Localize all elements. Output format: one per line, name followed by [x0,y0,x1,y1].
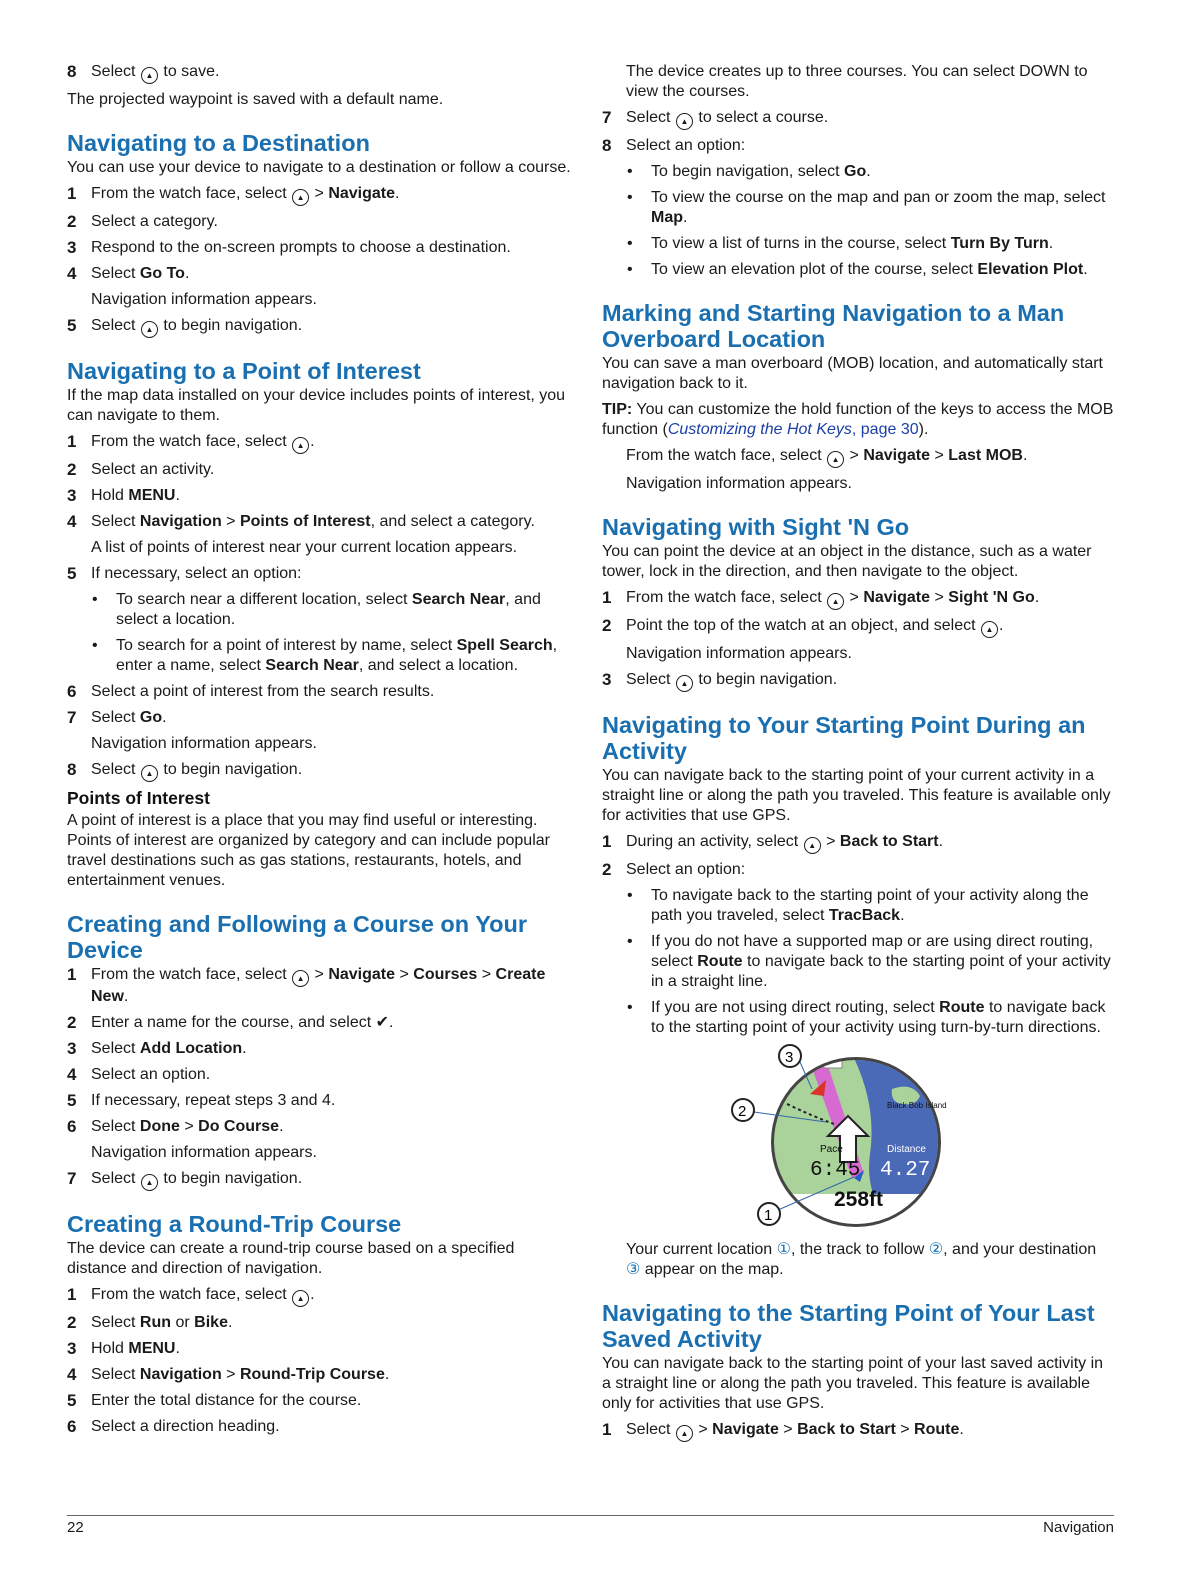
step: 1 From the watch face, select ▲ > Navigate > Courses > Create New. [67,965,546,1005]
step: 1 From the watch face, select ▲ > Navigate. [67,184,577,206]
svg-text:2: 2 [738,1103,747,1120]
note: Navigation information appears. [626,475,852,492]
up-key-icon: ▲ [292,1290,309,1307]
step: 8 Select an option: [602,136,746,155]
bullet: • To view an elevation plot of the course, select Elevation Plot. [627,261,1088,278]
step: 7 Select ▲ to select a course. [602,108,1114,130]
checkmark-icon: ✔ [375,1014,390,1031]
heading-sight-n-go: Navigating with Sight 'N Go [602,514,910,540]
step: 3 Select ▲ to begin navigation. [602,670,1114,692]
step: 1 Select ▲ > Navigate > Back to Start > Route. [602,1420,1114,1442]
paragraph: You can point the device at an object in the distance, such as a water tower, lock in the direction, and then navigate to the object. [602,543,1092,580]
svg-text:4.27: 4.27 [880,1159,931,1182]
section-name: Navigation [1043,1519,1114,1536]
step: 3 Hold MENU. [67,1339,180,1358]
svg-text:6:45: 6:45 [810,1159,861,1182]
up-key-icon: ▲ [804,837,821,854]
paragraph: You can navigate back to the starting point of your current activity in a straight line or along the path you traveled. This feature is available only for activities that use GPS. [602,767,1111,824]
hot-keys-link[interactable]: Customizing the Hot Keys, page 30 [667,421,919,438]
paragraph: The device can create a round-trip course based on a specified distance and direction of navigation. [67,1240,515,1277]
step: 1 From the watch face, select ▲ > Navigate > Sight 'N Go. [602,588,1114,610]
page-number: 22 [67,1519,84,1536]
heading-course: Creating and Following a Course on Your Device [67,911,528,963]
watch-map-figure [602,1044,1114,1234]
step: 4 Select an option. [67,1065,211,1084]
step: 5 Select ▲ to begin navigation. [67,316,577,338]
step: 7 Select Go. [67,708,167,727]
up-key-icon: ▲ [676,1425,693,1442]
step: 3 Select Add Location. [67,1039,247,1058]
step: 5 If necessary, select an option: [67,564,302,583]
svg-text:Pace: Pace [820,1144,843,1155]
note: Navigation information appears. [91,1144,317,1161]
bullet: • If you are not using direct routing, select Route to navigate back to the starting point of your activity using turn-by-turn directions. [627,999,1106,1036]
up-key-icon: ▲ [827,593,844,610]
up-key-icon: ▲ [292,970,309,987]
note: From the watch face, select ▲ > Navigate > Last MOB. [626,446,1114,468]
up-key-icon: ▲ [981,621,998,638]
step: 8 Select ▲ to save. [67,62,577,84]
up-key-icon: ▲ [676,113,693,130]
bullet: • To search for a point of interest by name, select Spell Search, enter a name, select Search Near, and select a location. [92,637,558,674]
svg-text:3: 3 [785,1049,794,1066]
up-key-icon: ▲ [141,765,158,782]
up-key-icon: ▲ [292,189,309,206]
note: Navigation information appears. [91,291,317,308]
step: 6 Select a point of interest from the search results. [67,682,435,701]
bullet: • To begin navigation, select Go. [627,163,871,180]
page-footer [67,1515,1114,1536]
heading-nav-destination: Navigating to a Destination [67,130,370,156]
up-key-icon: ▲ [827,451,844,468]
step: 6 Select Done > Do Course. [67,1117,284,1136]
step: 2 Select a category. [67,212,218,231]
tip: TIP: You can customize the hold function of the keys to access the MOB function (Customizing the Hot Keys, page 30). [602,401,1114,438]
left-column [67,62,577,1443]
up-key-icon: ▲ [141,1174,158,1191]
bullet: • To navigate back to the starting point of your activity along the path you traveled, select TracBack. [627,887,1089,924]
watch-map-illustration [602,1044,1114,1234]
step: 1 From the watch face, select ▲ . [67,432,577,454]
heading-last-saved: Navigating to the Starting Point of Your Last Saved Activity [602,1300,1095,1352]
heading-mob: Marking and Starting Navigation to a Man Overboard Location [602,300,1065,352]
heading-poi-def: Points of Interest [67,788,210,808]
svg-text:Distance: Distance [887,1144,926,1155]
paragraph: If the map data installed on your device includes points of interest, you can navigate to them. [67,387,566,424]
step: 2 Enter a name for the course, and select ✔. [67,1013,394,1032]
step: 1 During an activity, select ▲ > Back to Start. [602,832,1114,854]
up-key-icon: ▲ [676,675,693,692]
step: 2 Select an activity. [67,460,215,479]
step: 2 Select an option: [602,860,746,879]
step: 3 Respond to the on-screen prompts to choose a destination. [67,238,511,257]
step: 2 Select Run or Bike. [67,1313,233,1332]
step: 1 From the watch face, select ▲ . [67,1285,577,1307]
up-key-icon: ▲ [141,321,158,338]
up-key-icon: ▲ [141,67,158,84]
heading-nav-poi: Navigating to a Point of Interest [67,358,421,384]
paragraph: You can use your device to navigate to a destination or follow a course. [67,159,571,176]
heading-starting-point: Navigating to Your Starting Point During an Activity [602,712,1086,764]
paragraph: You can save a man overboard (MOB) location, and automatically start navigation back to it. [602,355,1103,392]
note: A list of points of interest near your current location appears. [91,539,518,556]
up-key-icon: ▲ [292,437,309,454]
step: 4 Select Navigation > Round-Trip Course. [67,1365,390,1384]
note: Navigation information appears. [91,735,317,752]
step: 2 Point the top of the watch at an object, and select ▲ . [602,616,1114,638]
paragraph: A point of interest is a place that you may find useful or interesting. Points of interest are organized by category and can include popular travel destinations such as gas stations, restaurants, hotels, and entertainment venues. [67,812,550,889]
step: 4 Select Navigation > Points of Interest, and select a category. [67,512,535,531]
step: 6 Select a direction heading. [67,1417,280,1436]
svg-text:1: 1 [764,1207,773,1224]
bullet: • To view a list of turns in the course, select Turn By Turn. [627,235,1054,252]
paragraph: The projected waypoint is saved with a default name. [67,91,444,108]
figure-caption: Your current location ①, the track to follow ②, and your destination ③ appear on the map. [626,1241,1097,1278]
step: 5 Enter the total distance for the course. [67,1391,362,1410]
bullet: • To search near a different location, select Search Near, and select a location. [92,591,541,628]
step: 4 Select Go To. [67,264,190,283]
step: 5 If necessary, repeat steps 3 and 4. [67,1091,336,1110]
right-column [602,62,1114,1448]
bullet: • To view the course on the map and pan or zoom the map, select Map. [627,189,1106,226]
heading-round-trip: Creating a Round-Trip Course [67,1211,402,1237]
note: Navigation information appears. [626,645,852,662]
step: 3 Hold MENU. [67,486,180,505]
paragraph: You can navigate back to the starting point of your last saved activity in a straight line or along the path you traveled. This feature is available only for activities that use GPS. [602,1355,1104,1412]
step: 7 Select ▲ to begin navigation. [67,1169,577,1191]
note: The device creates up to three courses. You can select DOWN to view the courses. [626,63,1088,100]
bullet: • If you do not have a supported map or are using direct routing, select Route to navigate back to the starting point of your activity in a straight line. [627,933,1111,990]
svg-text:Black Bob Island: Black Bob Island [887,1101,947,1110]
step: 8 Select ▲ to begin navigation. [67,760,577,782]
svg-text:258ft: 258ft [834,1188,884,1211]
